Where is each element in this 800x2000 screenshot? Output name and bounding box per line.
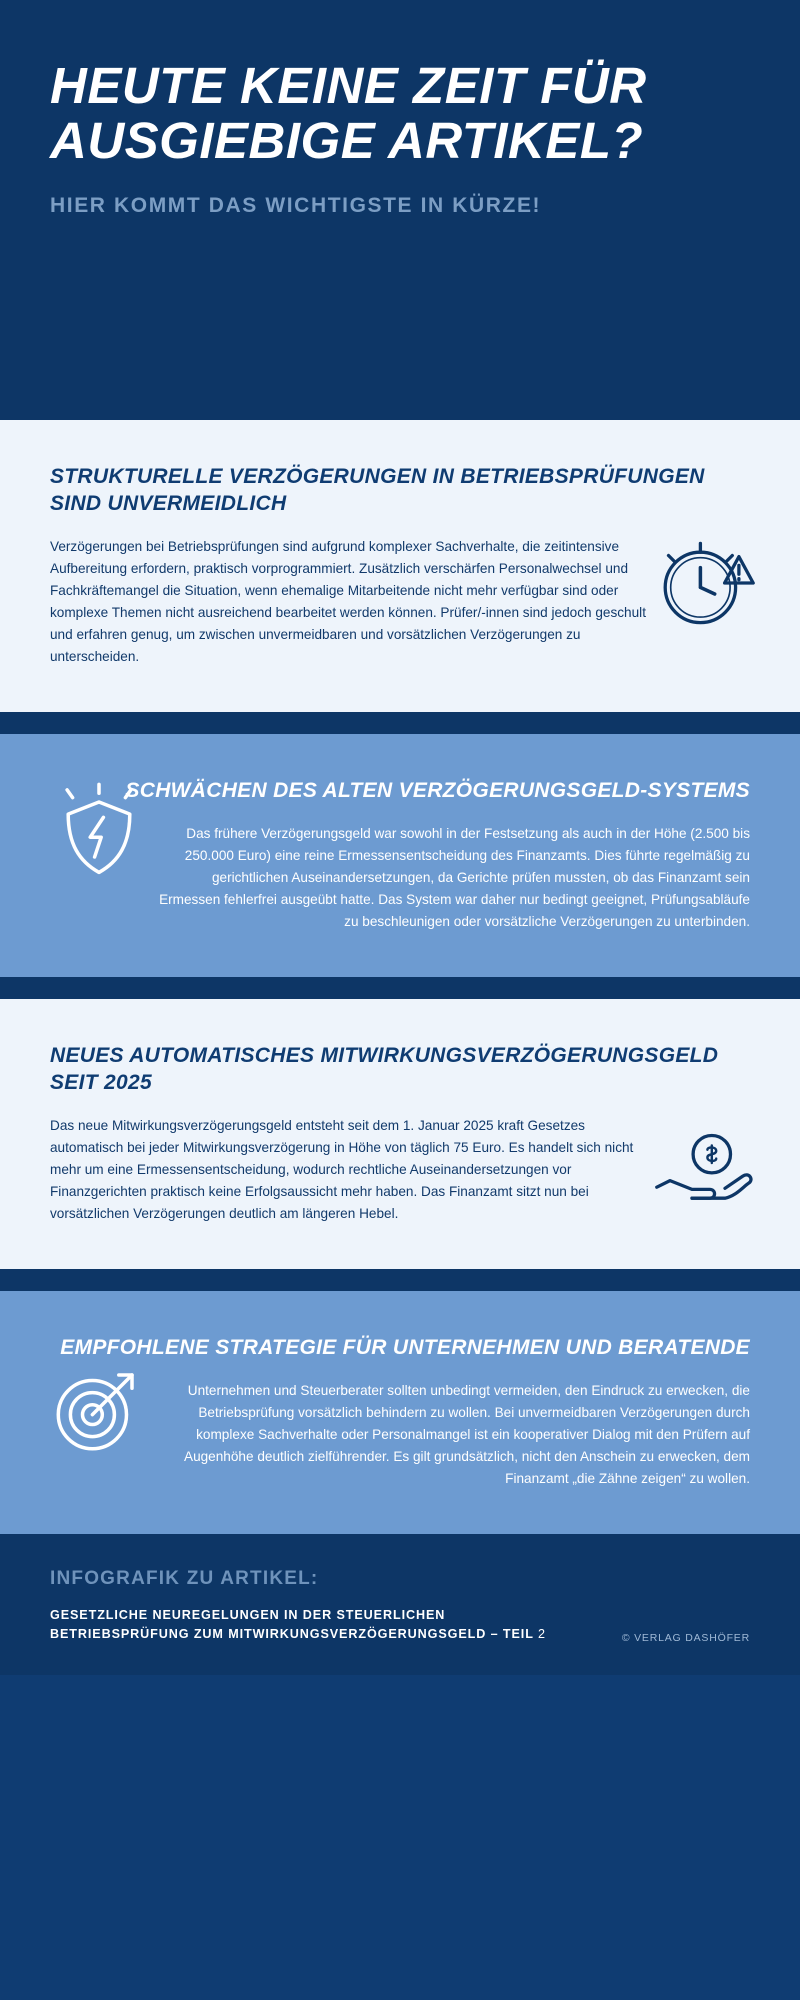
footer-article-line2: BETRIEBSPRÜFUNG ZUM MITWIRKUNGSVERZÖGERUNGSGELD – TEIL	[50, 1627, 534, 1642]
page-subtitle: HIER KOMMT DAS WICHTIGSTE IN KÜRZE!	[50, 194, 542, 218]
page-title: HEUTE KEINE ZEIT FÜR AUSGIEBIGE ARTIKEL?	[50, 57, 647, 170]
footer	[0, 1534, 800, 1675]
section-body: Unternehmen und Steuerberater sollten unbedingt vermeiden, den Eindruck zu erwecken, die Betriebsprüfung vorsätzlich behindern zu wollen. Bei unvermeidbaren Verzögerungen durch komplexe Sachverhalte oder Personalmangel ist ein kooperativer Dialog mit den Prüfern auf Augenhöhe deutlich zielführender. Es gilt grundsätzlich, nicht den Anschein zu erwecken, dem Finanzamt „die Zähne zeigen“ zu wollen.	[184, 1382, 750, 1486]
section-title: STRUKTURELLE VERZÖGERUNGEN IN BETRIEBSPRÜFUNGEN SIND UNVERMEIDLICH	[50, 465, 705, 515]
hand-money-icon	[648, 1119, 758, 1229]
section-neues-mitwirkungsverzoegerungsgeld	[0, 999, 800, 1269]
section-strukturelle-verzoegerungen	[0, 420, 800, 712]
clock-alert-icon	[652, 528, 762, 638]
target-arrow-icon	[44, 1353, 154, 1463]
section-title: EMPFOHLENE STRATEGIE FÜR UNTERNEHMEN UND BERATENDE	[60, 1335, 750, 1359]
broken-shield-icon	[44, 780, 154, 890]
section-title: SCHWÄCHEN DES ALTEN VERZÖGERUNGSGELD-SYSTEMS	[125, 778, 750, 802]
divider	[0, 1269, 800, 1291]
divider	[0, 977, 800, 999]
section-schwaechen-altes-system	[0, 734, 800, 977]
footer-article-title	[50, 1606, 546, 1645]
section-body: Das neue Mitwirkungsverzögerungsgeld entsteht seit dem 1. Januar 2025 kraft Gesetzes automatisch bei jeder Mitwirkungsverzögerung in Höhe von täglich 75 Euro. Es handelt sich nicht mehr um eine Ermessensentscheidung, wodurch rechtliche Auseinandersetzungen vor Finanzgerichten praktisch keine Erfolgsaussicht mehr haben. Das Finanzamt sitzt nun bei vorsätzlichen Verzögerungen deutlich am längeren Hebel.	[50, 1117, 634, 1221]
section-title: NEUES AUTOMATISCHES MITWIRKUNGSVERZÖGERUNGSGELD SEIT 2025	[50, 1043, 719, 1094]
footer-article-part: 2	[537, 1627, 546, 1642]
footer-label: INFOGRAFIK ZU ARTIKEL:	[50, 1567, 319, 1589]
footer-publisher: © VERLAG DASHÖFER	[621, 1631, 750, 1644]
section-body: Verzögerungen bei Betriebsprüfungen sind aufgrund komplexer Sachverhalte, die zeitintensive Aufbereitung erfordern, praktisch vorprogrammiert. Zusätzlich verschärfen Personalwechsel und Fachkräftemangel die Situation, wenn ehemalige Mitarbeitende nicht mehr verfügbar sind oder komplexe Themen nicht ausreichend bearbeitet werden können. Prüfer/-innen sind jedoch geschult und erfahren genug, um zwischen unvermeidbaren und vorsätzlichen Verzögerungen zu unterscheiden.	[50, 538, 646, 664]
header	[0, 0, 800, 420]
divider	[0, 712, 800, 734]
section-body: Das frühere Verzögerungsgeld war sowohl in der Festsetzung als auch in der Höhe (2.500 bis 250.000 Euro) eine reine Ermessensentscheidung des Finanzamts. Dies führte regelmäßig zu gerichtlichen Auseinandersetzungen, da Gerichte prüfen mussten, ob das Finanzamt sein Ermessen fehlerfrei ausgeübt hatte. Das System war daher nur bedingt geeignet, Prüfungsabläufe zu beschleunigen oder vorsätzliche Verzögerungen zu unterbinden.	[159, 825, 750, 929]
section-empfohlene-strategie	[0, 1291, 800, 1534]
footer-article-line1: GESETZLICHE NEUREGELUNGEN IN DER STEUERLICHEN	[50, 1607, 446, 1622]
